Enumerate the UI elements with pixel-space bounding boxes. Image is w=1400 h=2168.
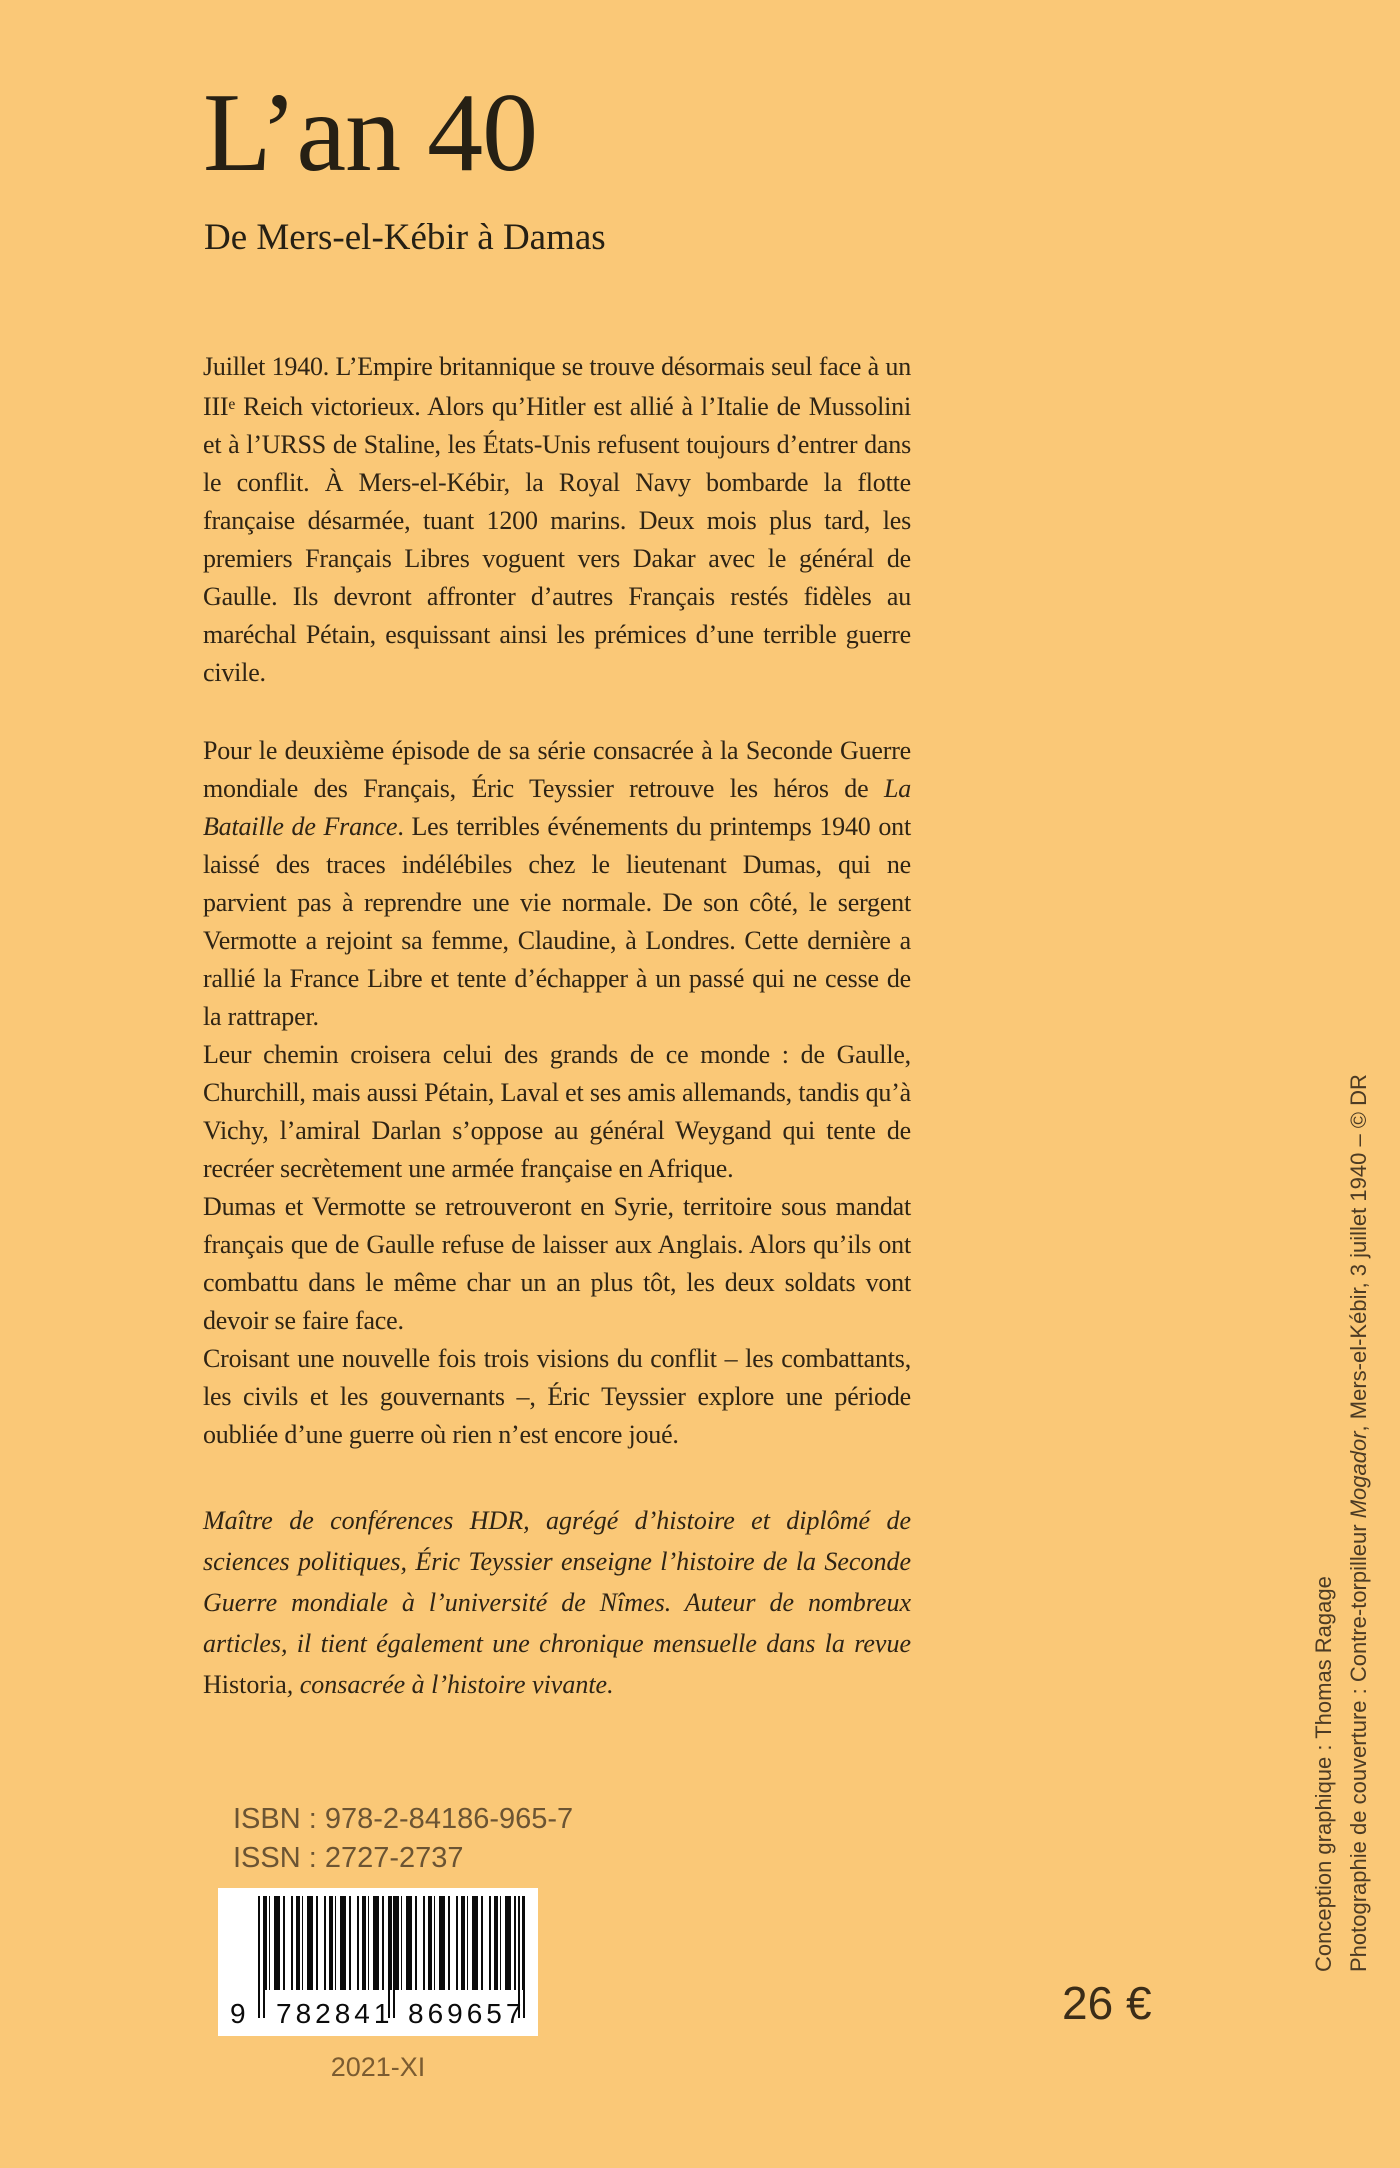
identifier-block: [233, 1800, 573, 1878]
book-title: L’an 40: [203, 71, 538, 195]
edition-code: 2021-XI: [330, 2052, 426, 2082]
synopsis-paragraph-1: Juillet 1940. L’Empire britannique se trouve désormais seul face à un IIIe Reich victorieux. Alors qu’Hitler est allié à l’Italie de Mussolini et à l’URSS de Staline, les États-Unis refusent toujours d’entrer dans le conflit. À Mers-el-Kébir, la Royal Navy bombarde la flotte française désarmée, tuant 1200 marins. Deux mois plus tard, les premiers Français Libres voguent vers Dakar avec le général de Gaulle. Ils devront affronter d’autres Français restés fidèles au maréchal Pétain, esquissant ainsi les prémices d’une terrible guerre civile.: [203, 352, 911, 687]
synopsis-paragraph-4: Dumas et Vermotte se retrouveront en Syrie, territoire sous mandat français que de Gaulle refuse de laisser aux Anglais. Alors qu’ils ont combattu dans le même char un an plus tôt, les deux soldats vont devoir se faire face.: [203, 1191, 911, 1335]
credits-photo-line: Photographie de couverture : Contre-torpilleur Mogador, Mers-el-Kébir, 3 juillet 1940 – © DR: [1346, 1074, 1371, 1972]
credits-design-line: Conception graphique : Thomas Ragage: [1311, 1576, 1336, 1972]
price: 26 €: [1062, 1977, 1152, 2029]
barcode-bars-icon: [258, 1896, 524, 1990]
barcode-guard-icon: [263, 1896, 265, 2018]
synopsis-paragraph-3: Leur chemin croisera celui des grands de ce monde : de Gaulle, Churchill, mais aussi Pétain, Laval et ses amis allemands, tandis qu’à Vichy, l’amiral Darlan s’oppose au général Weygand qui tente de recréer secrètement une armée française en Afrique.: [203, 1039, 911, 1183]
issn-line: ISSN : 2727-2737: [233, 1842, 464, 1874]
synopsis-paragraph-5: Croisant une nouvelle fois trois visions du conflit – les combattants, les civils et les gouvernants –, Éric Teyssier explore une période oubliée d’une guerre où rien n’est encore joué.: [203, 1343, 911, 1449]
barcode-digits-group2: 869657: [408, 1998, 526, 2029]
book-subtitle: De Mers-el-Kébir à Damas: [204, 217, 606, 258]
synopsis: [203, 348, 911, 1454]
credits-sidebar: [1306, 1027, 1376, 1972]
barcode-digits-group1: 782841: [276, 1998, 394, 2029]
barcode: [218, 1888, 538, 2036]
barcode-digit-left: 9: [230, 1998, 246, 2029]
author-bio: Maître de conférences HDR, agrégé d’histoire et diplômé de sciences politiques, Éric Teyssier enseigne l’histoire de la Seconde Guerre mondiale à l’université de Nîmes. Auteur de nombreux articles, il tient également une chronique mensuelle dans la revue Historia, consacrée à l’histoire vivante.: [203, 1506, 911, 1699]
barcode-guard-icon: [258, 1896, 260, 2018]
synopsis-paragraph-2: Pour le deuxième épisode de sa série consacrée à la Seconde Guerre mondiale des Français, Éric Teyssier retrouve les héros de La Bataille de France. Les terribles événements du printemps 1940 ont laissé des traces indélébiles chez le lieutenant Dumas, qui ne parvient pas à reprendre une vie normale. De son côté, le sergent Vermotte a rejoint sa femme, Claudine, à Londres. Cette dernière a rallié la France Libre et tente d’échapper à un passé qui ne cesse de la rattraper.: [203, 735, 911, 1031]
isbn-line: ISBN : 978-2-84186-965-7: [233, 1803, 574, 1835]
